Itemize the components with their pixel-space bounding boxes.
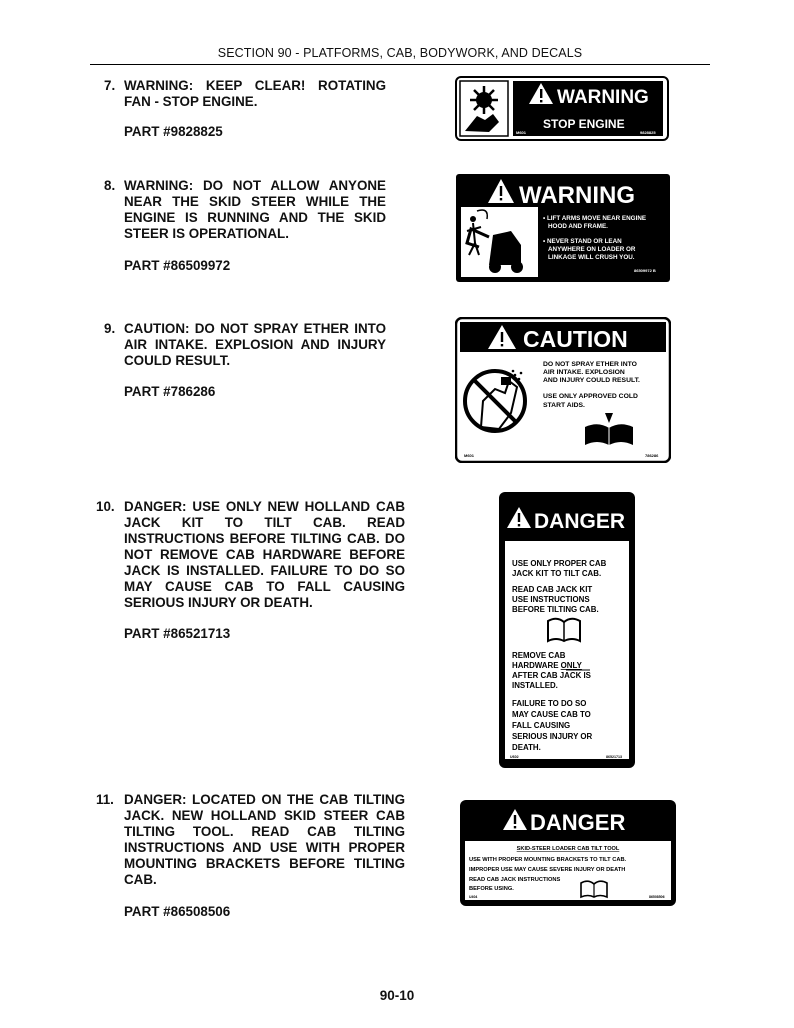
decal-line: • LIFT ARMS MOVE NEAR ENGINE <box>543 215 647 222</box>
item-description: CAUTION: DO NOT SPRAY ETHER INTO AIR INTAKE. EXPLOSION AND INJURY COULD RESULT. <box>124 321 386 368</box>
decal-line: USE ONLY APPROVED COLD <box>543 393 638 400</box>
decal-title: CAUTION <box>523 326 628 352</box>
decal-line: SERIOUS INJURY OR <box>512 732 593 741</box>
decal-code-right: 86509972 B <box>634 268 656 273</box>
decal-title: WARNING <box>557 87 649 108</box>
part-number: PART #786286 <box>124 384 216 399</box>
decal-code-right: 786286 <box>645 453 659 458</box>
item-number: 8. <box>104 178 116 193</box>
decal-code-right: 86521713 <box>606 755 622 759</box>
decal-line: READ CAB JACK INSTRUCTIONS <box>469 877 561 883</box>
decal-line: FALL CAUSING <box>512 721 571 730</box>
decal-line: USE ONLY PROPER CAB <box>512 559 607 568</box>
page-number: 90-10 <box>379 988 415 1003</box>
warning-decal-skid-steer <box>455 173 671 283</box>
decal-line: ANYWHERE ON LOADER OR <box>548 246 636 253</box>
item-number: 9. <box>104 321 116 336</box>
decal-line: BEFORE USING. <box>469 886 514 892</box>
item-number: 11. <box>96 792 114 807</box>
decal-code-left: U602 <box>510 755 519 759</box>
part-number: PART #86508506 <box>124 904 231 919</box>
decal-line: LINKAGE WILL CRUSH YOU. <box>548 254 635 261</box>
decal-item-9 <box>104 321 394 406</box>
decal-title: WARNING <box>519 182 635 209</box>
decal-title: DANGER <box>534 510 626 533</box>
decal-line: FAILURE TO DO SO <box>512 699 587 708</box>
decal-line: USE WITH PROPER MOUNTING BRACKETS TO TILT CAB. <box>469 857 627 863</box>
decal-code-left: M601 <box>516 130 527 135</box>
decal-item-7 <box>104 78 394 148</box>
decal-item-11 <box>96 792 406 927</box>
decal-code-left: M601 <box>464 453 475 458</box>
header-rule <box>90 64 710 65</box>
caution-decal-ether <box>455 317 671 463</box>
decal-line: BEFORE TILTING CAB. <box>512 605 599 614</box>
decal-line: MAY CAUSE CAB TO <box>512 710 591 719</box>
part-number: PART #9828825 <box>124 124 223 139</box>
decal-line: JACK KIT TO TILT CAB. <box>512 569 602 578</box>
item-number: 7. <box>104 78 116 93</box>
item-description: WARNING: DO NOT ALLOW ANYONE NEAR THE SKID STEER WHILE THE ENGINE IS RUNNING AND THE SKID STEER IS OPERATIONAL. <box>124 178 386 241</box>
danger-decal-cab-jack <box>498 491 636 769</box>
decal-line: INSTALLED. <box>512 681 558 690</box>
decal-code-left: U404 <box>469 895 478 899</box>
decal-line: START AIDS. <box>543 402 585 409</box>
decal-code-right: 9828825 <box>640 130 656 135</box>
decal-line: HOOD AND FRAME. <box>548 223 608 230</box>
decal-title: DANGER <box>530 810 626 835</box>
part-number: PART #86521713 <box>124 626 231 641</box>
decal-underlined-word: ONLY <box>560 661 582 670</box>
item-number: 10. <box>96 499 115 514</box>
part-number: PART #86509972 <box>124 258 231 273</box>
decal-subtitle: STOP ENGINE <box>543 117 625 131</box>
section-header: SECTION 90 - PLATFORMS, CAB, BODYWORK, AND DECALS <box>217 46 583 60</box>
manual-book-icon <box>548 619 580 641</box>
manual-book-icon <box>581 881 607 897</box>
decal-line: DEATH. <box>512 743 541 752</box>
decal-line: AIR INTAKE. EXPLOSION <box>543 369 625 376</box>
decal-line-part: HARDWARE <box>512 661 561 670</box>
decal-line: REMOVE CAB <box>512 651 566 660</box>
item-description: DANGER: USE ONLY NEW HOLLAND CAB JACK KIT TO TILT CAB. READ INSTRUCTIONS BEFORE TILTING CAB. DO NOT REMOVE CAB HARDWARE BEFORE JACK IS INSTALLED. FAILURE TO DO SO MAY CAUSE CAB TO FALL CAUSING SERIOUS INJURY OR DEATH. <box>124 499 405 610</box>
item-description: DANGER: LOCATED ON THE CAB TILTING JACK. NEW HOLLAND SKID STEER CAB TILTING TOOL. READ CAB TILTING INSTRUCTIONS AND USE WITH PROPER MOUNTING BRACKETS BEFORE TILTING CAB. <box>124 792 405 887</box>
decal-code-right: 86508506 <box>649 895 665 899</box>
decal-line: IMPROPER USE MAY CAUSE SEVERE INJURY OR DEATH <box>469 867 626 873</box>
decal-line: AFTER CAB JACK IS <box>512 671 591 680</box>
decal-line: READ CAB JACK KIT <box>512 585 593 594</box>
decal-item-8 <box>104 178 394 278</box>
decal-item-10 <box>96 499 406 649</box>
decal-line <box>512 661 583 670</box>
decal-line: AND INJURY COULD RESULT. <box>543 377 640 384</box>
decal-line: DO NOT SPRAY ETHER INTO <box>543 361 637 368</box>
warning-decal-stop-engine <box>455 76 669 141</box>
decal-line: • NEVER STAND OR LEAN <box>543 238 622 245</box>
no-spray-icon <box>465 370 525 431</box>
item-description: WARNING: KEEP CLEAR! ROTATING FAN - STOP ENGINE. <box>124 78 386 109</box>
decal-line: USE INSTRUCTIONS <box>512 595 590 604</box>
danger-decal-cab-tilt-tool <box>459 799 677 907</box>
decal-heading: SKID-STEER LOADER CAB TILT TOOL <box>516 846 620 852</box>
